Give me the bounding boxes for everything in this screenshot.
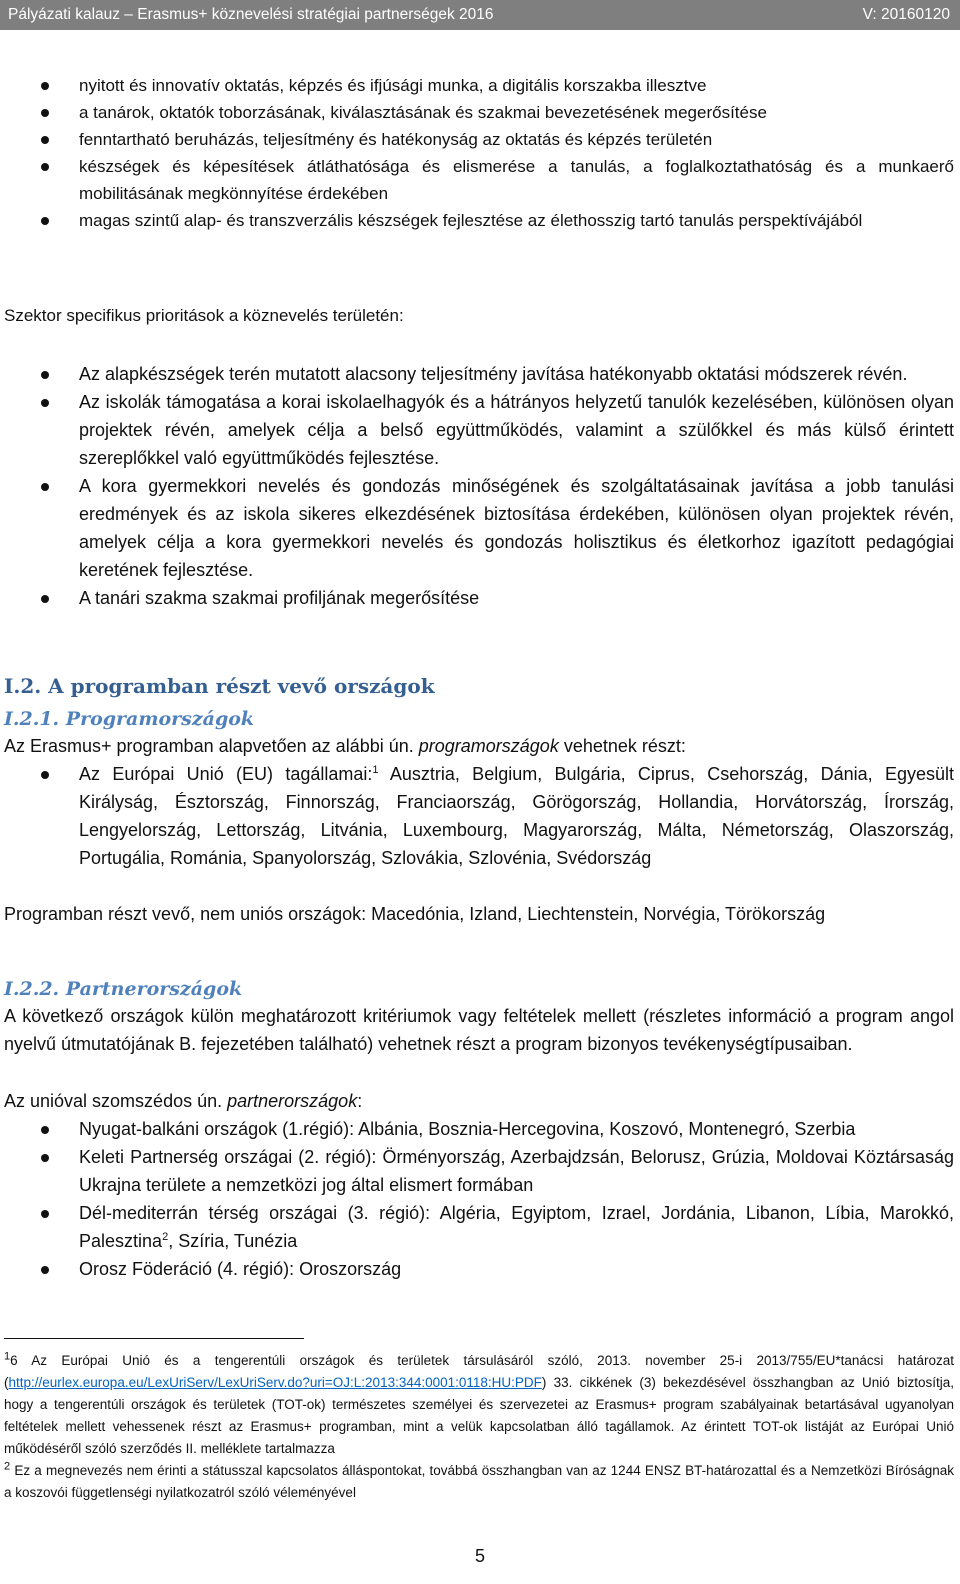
bullet-icon [41, 82, 49, 90]
header-title: Pályázati kalauz – Erasmus+ köznevelési stratégiai partnerségek 2016 [8, 6, 494, 23]
footnote-2: $^2$ Ez a megnevezés nem érinti a státusszal kapcsolatos álláspontokat, továbbá összhangban van az 1244 ENSZ BT-határozattal és a Nemzetközi Bíróságnak a koszovói függetlenségi nyilatkozatról szóló véleményével [4, 1460, 954, 1500]
bullet-icon [41, 1126, 49, 1134]
footnotes [4, 1350, 954, 1504]
list-item: nyitott és innovatív oktatás, képzés és ifjúsági munka, a digitális korszakba illesztve [4, 72, 954, 99]
page-header [0, 0, 960, 30]
list-item: A tanári szakma szakmai profiljának megerősítése [4, 584, 954, 612]
footnote-ref-1[interactable]: 1 [372, 764, 379, 776]
section-heading-i21: I.2.1. Programországok [4, 708, 255, 730]
general-priorities-list [4, 72, 954, 234]
non-eu-program-countries: Programban részt vevő, nem uniós országok: Macedónia, Izland, Liechtenstein, Norvégia, Törökország [4, 904, 826, 924]
header-version: V: 20160120 [862, 6, 950, 23]
partner-countries-paragraph: A következő országok külön meghatározott kritériumok vagy feltételek mellett (részletes információ a program angol nyelvű útmutatójának B. fejezetében található) vehetnek részt a program bizonyos tevékenységtípusaiban. [4, 1006, 954, 1054]
list-item: magas szintű alap- és transzverzális készségek fejlesztése az élethosszig tartó tanulás perspektívájából [4, 207, 954, 234]
bullet-icon [41, 136, 49, 144]
bullet-icon [41, 1266, 49, 1274]
bullet-icon [41, 595, 49, 603]
bullet-icon [41, 163, 49, 171]
list-item: a tanárok, oktatók toborzásának, kiválasztásának és szakmai bevezetésének megerősítése [4, 99, 954, 126]
eu-member-states-list [4, 760, 954, 872]
list-item: A kora gyermekkori nevelés és gondozás minőségének és szolgáltatásainak javítása a jobb tanulási eredmények és az iskola sikeres elkezdésének biztosítása érdekében, különösen olyan projektek révén, amelyek célja a kora gyermekkori nevelés és gondozás holisztikus és életkorhoz igazított pedagógiai keretének fejlesztése. [4, 472, 954, 584]
bullet-icon [41, 109, 49, 117]
list-item: Az alapkészségek terén mutatott alacsony teljesítmény javítása hatékonyabb oktatási módszerek révén. [4, 360, 954, 388]
partner-countries-intro: Az unióval szomszédos ún. partnerországok: [4, 1091, 363, 1111]
partner-regions-list [4, 1115, 954, 1283]
eurlex-link[interactable]: http://eurlex.europa.eu/LexUriServ/LexUriServ.do?uri=OJ:L:2013:344:0001:0118:HU:PDF [8, 1375, 542, 1390]
bullet-icon [41, 1210, 49, 1218]
bullet-icon [41, 217, 49, 225]
section-heading-i2: I.2. A programban részt vevő országok [4, 674, 435, 698]
program-countries-intro: Az Erasmus+ programban alapvetően az alábbi ún. programországok vehetnek részt: [4, 736, 686, 756]
list-item: Orosz Föderáció (4. régió): Oroszország [4, 1255, 954, 1283]
sector-heading: Szektor specifikus prioritások a köznevelés területén: [4, 306, 404, 325]
footnote-1: $^1$6 Az Európai Unió és a tengerentúli országok és területek társulásáról szóló, 2013. november 25-i 2013/755/EU*tanácsi határozat (http://eurlex.europa.eu/LexUriServ/LexUriServ.do?uri=OJ:L:2013:344:0001:0118:HU:PDF) 33. cikkének (3) bekezdésével összhangban az Unió biztosítja, hogy a tengerentúli országok és területek (TOT-ok) természetes személyei és szervezetei az Erasmus+ program szabályainak betartásával ugyanolyan feltételek mellett vehessenek részt az Erasmus+ programban, mint a velük kapcsolatban álló tagállamok. Az érintett TOT-ok listáját az Európai Unió működéséről szóló szerződés II. melléklete tartalmazza [4, 1350, 954, 1456]
list-item: készségek és képesítések átláthatósága és elismerése a tanulás, a foglalkoztathatóság és a munkaerő mobilitásának megkönnyítése érdekében [4, 153, 954, 207]
footnote-ref-2[interactable]: 2 [162, 1231, 169, 1243]
bullet-icon [41, 399, 49, 407]
list-item: Az Európai Unió (EU) tagállamai:$^1$ Ausztria, Belgium, Bulgária, Ciprus, Csehország, Dánia, Egyesült Királyság, Észtország, Finnország, Franciaország, Görögország, Hollandia, Horvátország, Írország, Lengyelország, Lettország, Litvánia, Luxembourg, Magyarország, Málta, Németország, Olaszország, Portugália, Románia, Spanyolország, Szlovákia, Szlovénia, Svédország [4, 760, 954, 872]
bullet-icon [41, 1154, 49, 1162]
list-item: Dél-mediterrán térség országai (3. régió): Algéria, Egyiptom, Izrael, Jordánia, Libanon, Líbia, Marokkó, Palesztina$^2$, Szíria, Tunézia [4, 1199, 954, 1255]
list-item: Nyugat-balkáni országok (1.régió): Albánia, Bosznia-Hercegovina, Koszovó, Montenegró, Szerbia [4, 1115, 954, 1143]
list-item: fenntartható beruházás, teljesítmény és hatékonyság az oktatás és képzés területén [4, 126, 954, 153]
section-heading-i22: I.2.2. Partnerországok [4, 978, 243, 1000]
page-number: 5 [474, 1546, 485, 1566]
bullet-icon [41, 371, 49, 379]
bullet-icon [41, 483, 49, 491]
bullet-icon [41, 771, 49, 779]
list-item: Keleti Partnerség országai (2. régió): Örményország, Azerbajdzsán, Belorusz, Grúzia, Moldovai Köztársaság Ukrajna területe a nemzetközi jog által elismert formában [4, 1143, 954, 1199]
list-item: Az iskolák támogatása a korai iskolaelhagyók és a hátrányos helyzetű tanulók kezelésében, különösen olyan projektek révén, amelyek célja a belső együttműködés, valamint a szülőkkel és más külső érintett szereplőkkel való együttműködés fejlesztése. [4, 388, 954, 472]
footnote-divider [4, 1338, 304, 1339]
sector-priorities-list [4, 360, 954, 612]
